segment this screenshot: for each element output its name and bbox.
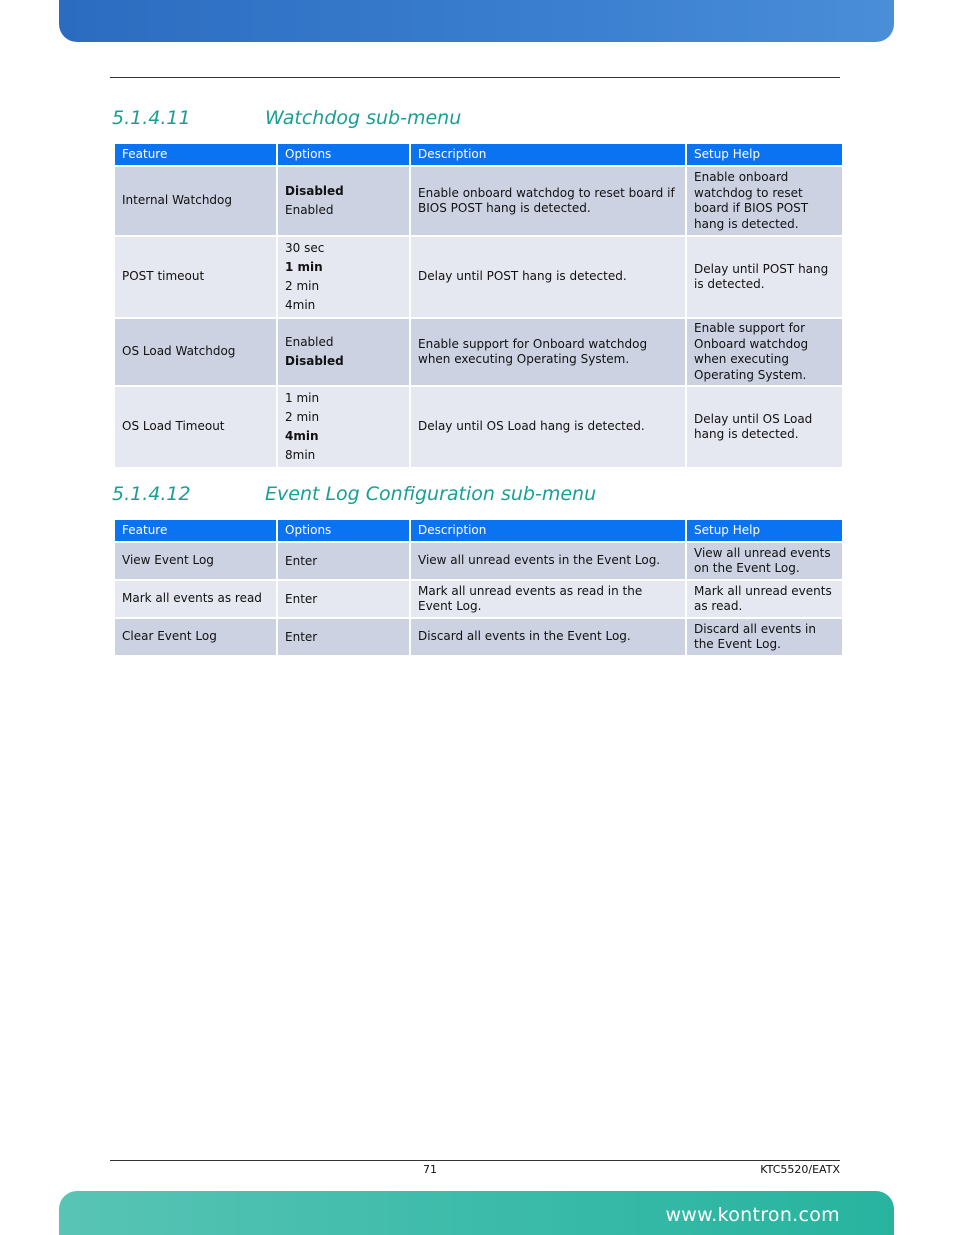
section-title: Event Log Configuration sub-menu [265, 483, 597, 505]
description-cell: Enable support for Onboard watchdog when executing Operating System. [411, 317, 685, 385]
watchdog-table [113, 144, 844, 467]
option-value: 1 min [285, 391, 320, 405]
section-number: 5.1.4.11 [112, 107, 191, 129]
options-cell [278, 165, 409, 235]
options-cell [278, 541, 409, 579]
option-value: Disabled [285, 184, 344, 198]
table-header-row [115, 144, 842, 165]
option-value: 4min [285, 298, 316, 312]
eventlog-table [113, 520, 844, 655]
setup-help-cell: Enable support for Onboard watchdog when executing Operating System. [687, 317, 842, 385]
setup-help-cell: Discard all events in the Event Log. [687, 617, 842, 655]
option-value: 30 sec [285, 241, 325, 255]
table-row [115, 541, 842, 579]
option-value: Enter [285, 629, 318, 644]
option-value: 4min [285, 429, 319, 443]
option-value: Enter [285, 553, 318, 568]
description-cell: Discard all events in the Event Log. [411, 617, 685, 655]
table-row [115, 235, 842, 317]
option-value: 8min [285, 448, 316, 462]
options-cell [278, 235, 409, 317]
table-row [115, 317, 842, 385]
header-setup-help: Setup Help [687, 144, 842, 165]
setup-help-cell: Mark all unread events as read. [687, 579, 842, 617]
header-rule [110, 77, 840, 78]
footer-rule [110, 1160, 840, 1161]
header-description: Description [411, 520, 685, 541]
header-feature: Feature [115, 144, 276, 165]
option-value: 2 min [285, 279, 320, 293]
header-feature: Feature [115, 520, 276, 541]
bottom-banner [59, 1191, 894, 1235]
table-row [115, 385, 842, 467]
option-value: Enabled [285, 203, 334, 217]
options-cell [278, 579, 409, 617]
option-value: 2 min [285, 410, 320, 424]
section-number: 5.1.4.12 [112, 483, 191, 505]
feature-cell: OS Load Watchdog [115, 317, 276, 385]
feature-cell: OS Load Timeout [115, 385, 276, 467]
option-value: Enabled [285, 335, 334, 349]
feature-cell: POST timeout [115, 235, 276, 317]
feature-cell: Clear Event Log [115, 617, 276, 655]
setup-help-cell: Delay until POST hang is detected. [687, 235, 842, 317]
option-value: Enter [285, 591, 318, 606]
setup-help-cell: View all unread events on the Event Log. [687, 541, 842, 579]
table-header-row [115, 520, 842, 541]
header-options: Options [278, 520, 409, 541]
description-cell: Enable onboard watchdog to reset board if BIOS POST hang is detected. [411, 165, 685, 235]
option-value: 1 min [285, 260, 323, 274]
description-cell: Delay until OS Load hang is detected. [411, 385, 685, 467]
options-cell [278, 385, 409, 467]
page-number: 71 [423, 1163, 437, 1176]
document-id: KTC5520/EATX [760, 1163, 840, 1176]
table-row [115, 579, 842, 617]
description-cell: View all unread events in the Event Log. [411, 541, 685, 579]
header-setup-help: Setup Help [687, 520, 842, 541]
options-cell [278, 317, 409, 385]
website-link[interactable]: www.kontron.com [665, 1204, 840, 1226]
description-cell: Delay until POST hang is detected. [411, 235, 685, 317]
header-description: Description [411, 144, 685, 165]
table-row [115, 165, 842, 235]
setup-help-cell: Delay until OS Load hang is detected. [687, 385, 842, 467]
description-cell: Mark all unread events as read in the Event Log. [411, 579, 685, 617]
feature-cell: View Event Log [115, 541, 276, 579]
options-cell [278, 617, 409, 655]
header-options: Options [278, 144, 409, 165]
table-row [115, 617, 842, 655]
option-value: Disabled [285, 354, 344, 368]
setup-help-cell: Enable onboard watchdog to reset board if BIOS POST hang is detected. [687, 165, 842, 235]
feature-cell: Mark all events as read [115, 579, 276, 617]
top-banner [59, 0, 894, 42]
feature-cell: Internal Watchdog [115, 165, 276, 235]
section-title: Watchdog sub-menu [265, 107, 462, 129]
